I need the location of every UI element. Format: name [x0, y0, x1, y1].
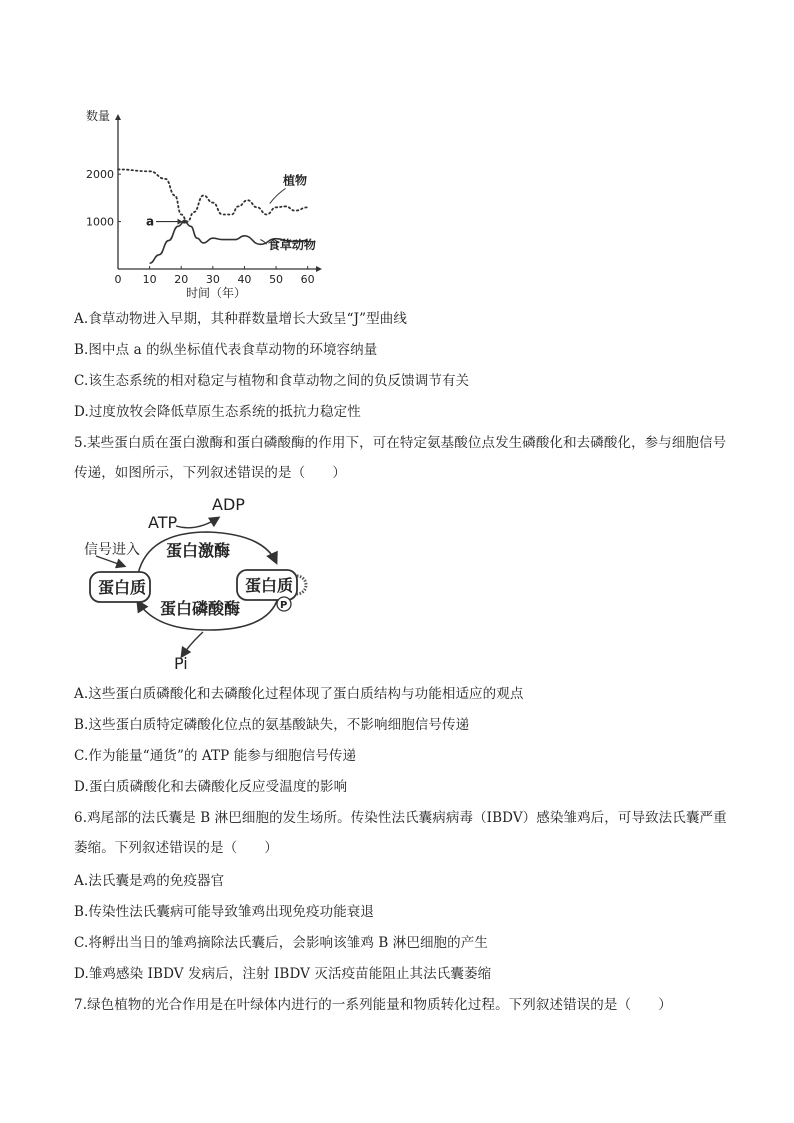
annotation-a-label: a — [146, 214, 155, 229]
x-tick-label: 0 — [114, 273, 122, 286]
x-tick-label: 60 — [300, 273, 315, 286]
series-leader-plants — [270, 188, 286, 203]
adp-label: ADP — [212, 495, 245, 514]
phosphorylation-diagram — [78, 492, 338, 674]
option-4d: D.过度放牧会降低草原生态系统的抵抗力稳定性 — [74, 404, 361, 420]
option-4c: C.该生态系统的相对稳定与植物和食草动物之间的负反馈调节有关 — [74, 373, 470, 389]
phosphatase-label: 蛋白磷酸酶 — [160, 599, 241, 618]
x-tick-label: 10 — [142, 273, 157, 286]
chart-plot-area — [86, 108, 322, 300]
x-axis-label: 时间（年） — [185, 286, 247, 300]
option-4a: A.食草动物进入早期，其种群数量增长大致呈“J”型曲线 — [74, 311, 407, 327]
y-axis-label: 数量 — [86, 109, 111, 123]
question-6: 6.鸡尾部的法氏囊是 B 淋巴细胞的发生场所。传染性法氏囊病病毒（IBDV）感染雏鸡后，可导致法氏囊严重萎缩。下列叙述错误的是（ ） — [74, 810, 727, 856]
y-axis-arrow — [115, 114, 121, 120]
option-6c: C.将孵出当日的雏鸡摘除法氏囊后，会影响该雏鸡 B 淋巴细胞的产生 — [74, 935, 488, 951]
phosphate-label: P — [280, 600, 288, 611]
option-5b: B.这些蛋白质特定磷酸化位点的氨基酸缺失，不影响细胞信号传递 — [74, 717, 470, 733]
question-7: 7.绿色植物的光合作用是在叶绿体内进行的一系列能量和物质转化过程。下列叙述错误的是（ ） — [74, 997, 672, 1013]
x-tick-label: 30 — [205, 273, 220, 286]
pi-label: Pi — [174, 654, 188, 673]
option-6b: B.传染性法氏囊病可能导致雏鸡出现免疫功能衰退 — [74, 904, 375, 920]
atp-to-adp-arrow — [176, 518, 218, 528]
option-5d: D.蛋白质磷酸化和去磷酸化反应受温度的影响 — [74, 779, 348, 795]
series-label-plants: 植物 — [283, 173, 308, 188]
option-6a: A.法氏囊是鸡的免疫器官 — [74, 873, 225, 889]
pi-release-arrow — [182, 632, 203, 656]
x-axis-arrow — [316, 266, 322, 272]
protein-right-label: 蛋白质 — [245, 576, 294, 595]
active-site-icon — [297, 576, 306, 594]
atp-label: ATP — [148, 513, 178, 532]
protein-left-label: 蛋白质 — [98, 578, 147, 597]
option-4b: B.图中点 a 的纵坐标值代表食草动物的环境容纳量 — [74, 342, 378, 358]
y-tick-label: 2000 — [86, 168, 114, 182]
question-5: 5.某些蛋白质在蛋白激酶和蛋白磷酸酶的作用下，可在特定氨基酸位点发生磷酸化和去磷酸化，参与细胞信号传递，如图所示，下列叙述错误的是（ ） — [74, 435, 727, 481]
x-tick-label: 20 — [174, 273, 189, 286]
option-5c: C.作为能量“通货”的 ATP 能参与细胞信号传递 — [74, 748, 357, 764]
x-tick-label: 50 — [269, 273, 284, 286]
y-tick-label: 1000 — [86, 215, 114, 229]
signal-in-label: 信号进入 — [84, 542, 140, 558]
option-5a: A.这些蛋白质磷酸化和去磷酸化过程体现了蛋白质结构与功能相适应的观点 — [74, 686, 524, 702]
series-label-herbivores: 食草动物 — [267, 238, 316, 253]
annotation-a-point — [182, 220, 186, 224]
population-chart — [78, 104, 338, 300]
x-tick-label: 40 — [237, 273, 252, 286]
kinase-label: 蛋白激酶 — [166, 541, 231, 560]
option-6d: D.雏鸡感染 IBDV 发病后，注射 IBDV 灭活疫苗能阻止其法氏囊萎缩 — [74, 966, 492, 982]
